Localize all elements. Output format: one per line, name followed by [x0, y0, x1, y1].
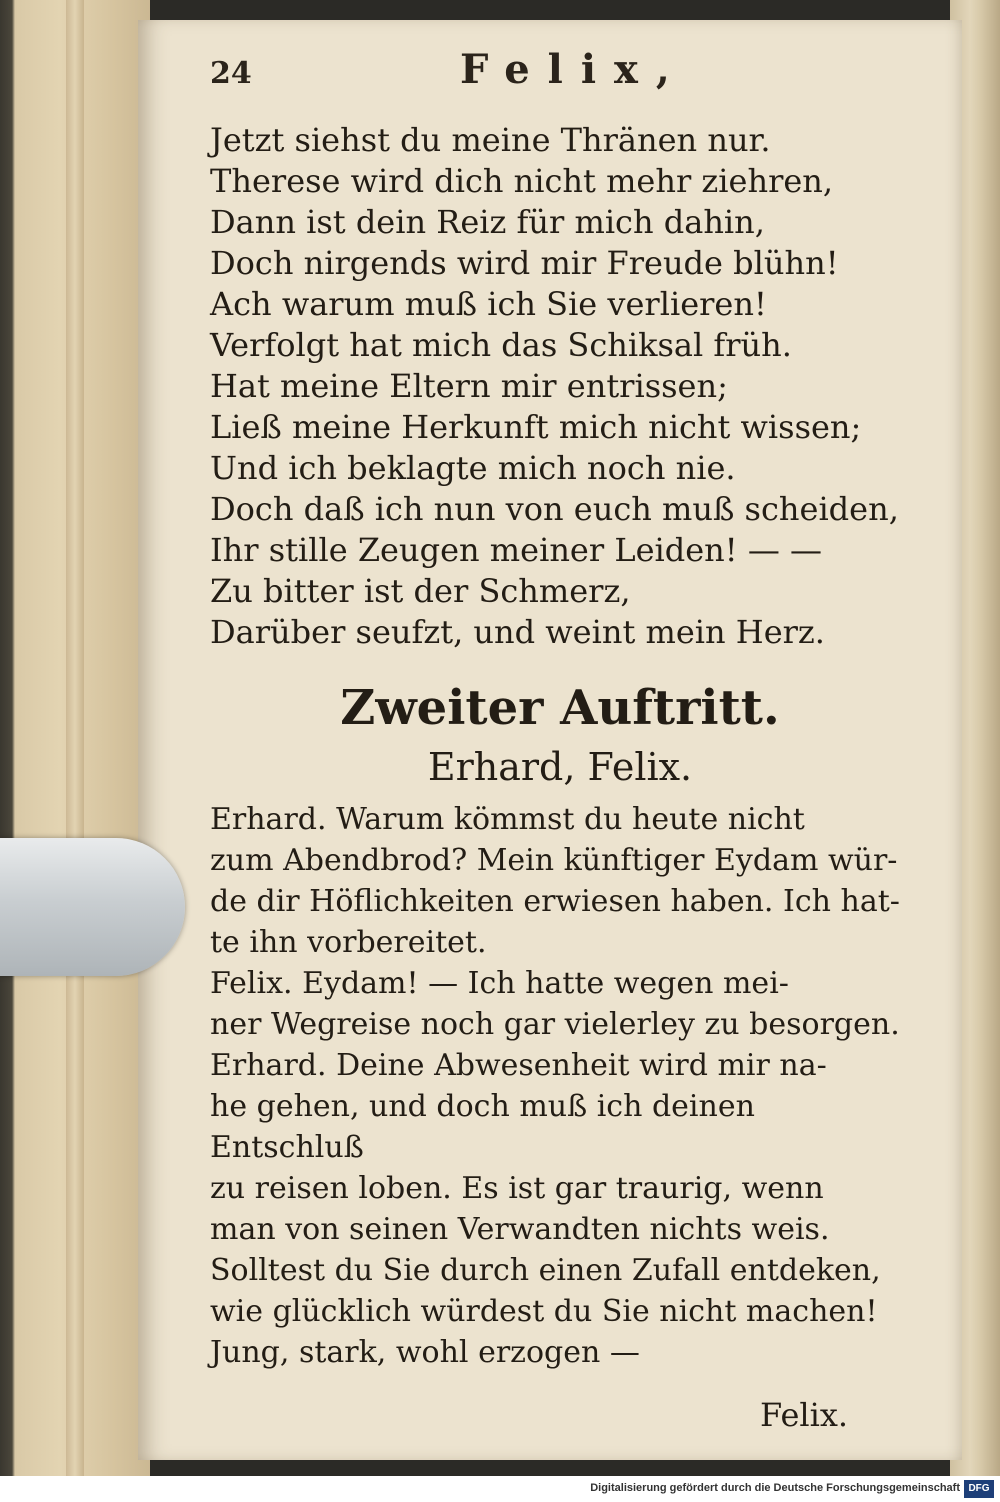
verse-line: Und ich beklagte mich noch nie.: [210, 449, 736, 487]
dialogue-line: he gehen, und doch muß ich deinen Entschluß: [210, 1089, 755, 1165]
verse-line: Verfolgt hat mich das Schiksal früh.: [210, 326, 792, 364]
dialogue-line: te ihn vorbereitet.: [210, 925, 487, 960]
page-text: [210, 120, 910, 1373]
verse-line: Hat meine Eltern mir entrissen;: [210, 367, 728, 405]
page-number: 24: [210, 56, 252, 91]
dialogue-line: Erhard. Warum kömmst du heute nicht: [210, 802, 805, 837]
dialogue-line: man von seinen Verwandten nichts weis.: [210, 1212, 830, 1247]
verse-line: Ihr stille Zeugen meiner Leiden! — —: [210, 531, 822, 569]
dialogue-line: zum Abendbrod? Mein künftiger Eydam wür-: [210, 843, 898, 878]
catchword: Felix.: [760, 1396, 849, 1434]
page-edge: [66, 0, 84, 1476]
dialogue-line: ner Wegreise noch gar vielerley zu besorgen.: [210, 1007, 900, 1042]
dialogue-line: Felix. Eydam! — Ich hatte wegen mei-: [210, 966, 789, 1001]
scene-title: Zweiter Auftritt.: [340, 680, 780, 736]
dialogue-line: Solltest du Sie durch einen Zufall entdeken,: [210, 1253, 881, 1288]
glass-clamp: [0, 838, 185, 976]
verse-line: Darüber seufzt, und weint mein Herz.: [210, 613, 825, 651]
dialogue-line: zu reisen loben. Es ist gar traurig, wenn: [210, 1171, 824, 1206]
verse-line: Ach warum muß ich Sie verlieren!: [210, 285, 767, 323]
dfg-logo: DFG: [964, 1480, 994, 1498]
footer-bar: [0, 1476, 1000, 1502]
page-header: [210, 46, 890, 106]
dialogue-line: Erhard. Deine Abwesenheit wird mir na-: [210, 1048, 827, 1083]
verse-line: Dann ist dein Reiz für mich dahin,: [210, 203, 765, 241]
dialogue-line: de dir Höflichkeiten erwiesen haben. Ich hat-: [210, 884, 900, 919]
funding-credit: Digitalisierung gefördert durch die Deutsche Forschungsgemeinschaft: [590, 1482, 960, 1494]
running-head: Felix,: [460, 46, 688, 93]
verse-line: Doch daß ich nun von euch muß scheiden,: [210, 490, 899, 528]
verse-line: Jetzt siehst du meine Thränen nur.: [210, 121, 771, 159]
verse-block: [210, 120, 910, 653]
scene-persons: Erhard, Felix.: [427, 745, 693, 789]
dialogue-line: Jung, stark, wohl erzogen —: [210, 1335, 640, 1370]
verse-line: Ließ meine Herkunft mich nicht wissen;: [210, 408, 862, 446]
verse-line: Zu bitter ist der Schmerz,: [210, 572, 631, 610]
dialogue-block: [210, 799, 910, 1373]
dialogue-line: wie glücklich würdest du Sie nicht machen!: [210, 1294, 878, 1329]
verse-line: Therese wird dich nicht mehr ziehren,: [210, 162, 834, 200]
verse-line: Doch nirgends wird mir Freude blühn!: [210, 244, 839, 282]
